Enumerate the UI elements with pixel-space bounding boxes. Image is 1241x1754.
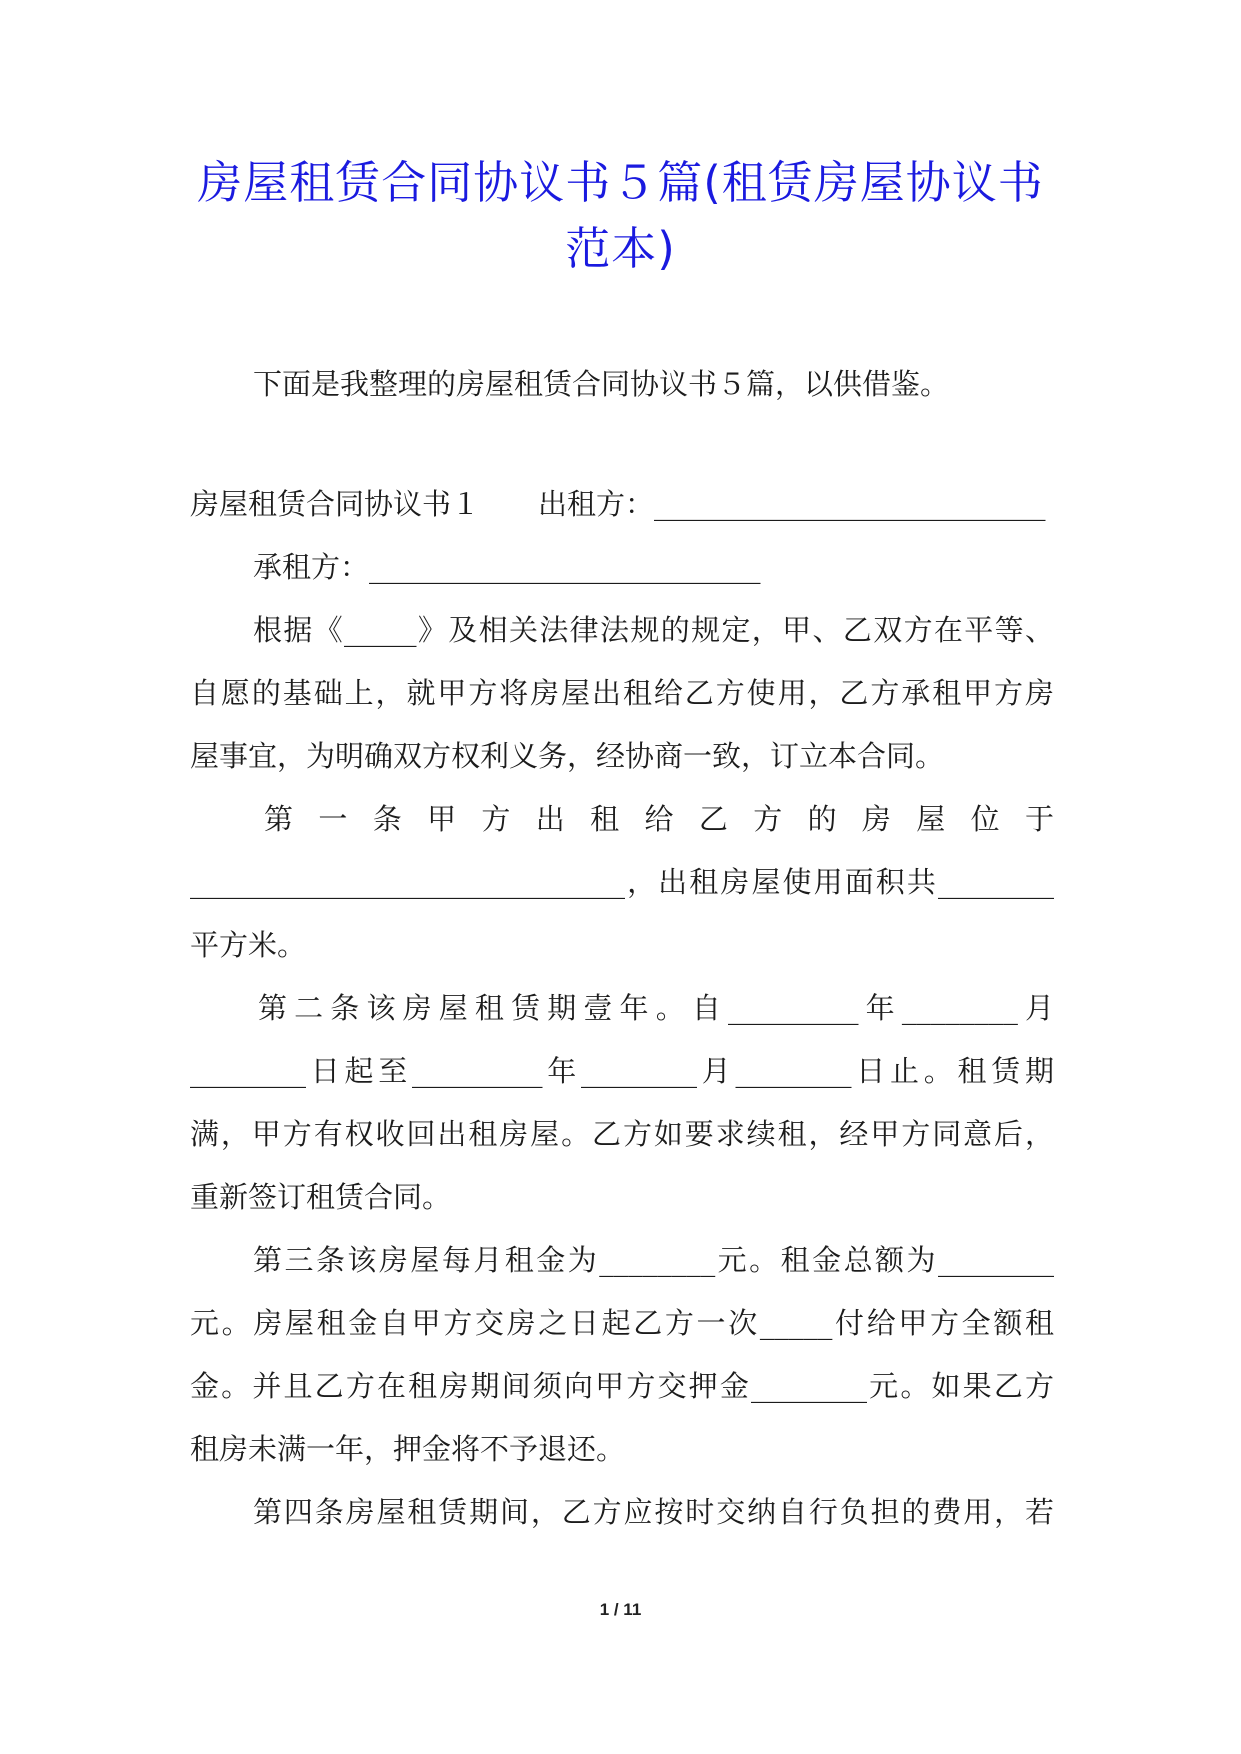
article-3-line: 金。并且乙方在租房期间须向甲方交押金________元。如果乙方 — [190, 1369, 1054, 1403]
article-2-line: 满，甲方有权收回出租房屋。乙方如要求续租，经甲方同意后， — [190, 1117, 1054, 1151]
article-1-line: 第 一 条 甲 方 出 租 给 乙 方 的 房 屋 位 于 — [264, 802, 1054, 836]
article-2-line: 重新签订租赁合同。 — [190, 1180, 452, 1214]
article-3-line: 租房未满一年，押金将不予退还。 — [190, 1432, 626, 1466]
document-title-line-2: 范本) — [565, 222, 676, 275]
article-1-line: ______________________________，出租房屋使用面积共________ — [190, 865, 1054, 899]
preamble-line: 自愿的基础上，就甲方将房屋出租给乙方使用，乙方承租甲方房 — [190, 676, 1054, 710]
article-3-line: 第三条该房屋每月租金为________元。租金总额为________ — [253, 1243, 1054, 1277]
intro-paragraph: 下面是我整理的房屋租赁合同协议书５篇，以供借鉴。 — [253, 367, 950, 401]
lessee-line: 承租方：___________________________ — [253, 550, 761, 584]
document-title — [150, 150, 1091, 282]
page-number: 1 / 11 — [599, 1600, 642, 1619]
article-2-line: ________日起至_________年________月________日止。租赁期 — [190, 1054, 1054, 1088]
article-3-line: 元。房屋租金自甲方交房之日起乙方一次_____付给甲方全额租 — [190, 1306, 1054, 1340]
contract-heading-lessor-line: 房屋租赁合同协议书１ 出租方：___________________________ — [190, 487, 1046, 521]
article-4-line: 第四条房屋租赁期间，乙方应按时交纳自行负担的费用，若 — [253, 1495, 1054, 1529]
article-1-line: 平方米。 — [190, 928, 307, 962]
document-title-line-1: 房屋租赁合同协议书５篇(租赁房屋协议书 — [197, 156, 1044, 209]
preamble-line: 根据《_____》及相关法律法规的规定，甲、乙双方在平等、 — [253, 613, 1054, 647]
article-2-line: 第二条该房屋租赁期壹年。自_________年________月 — [258, 991, 1054, 1025]
preamble-line: 屋事宜，为明确双方权利义务，经协商一致，订立本合同。 — [190, 739, 945, 773]
